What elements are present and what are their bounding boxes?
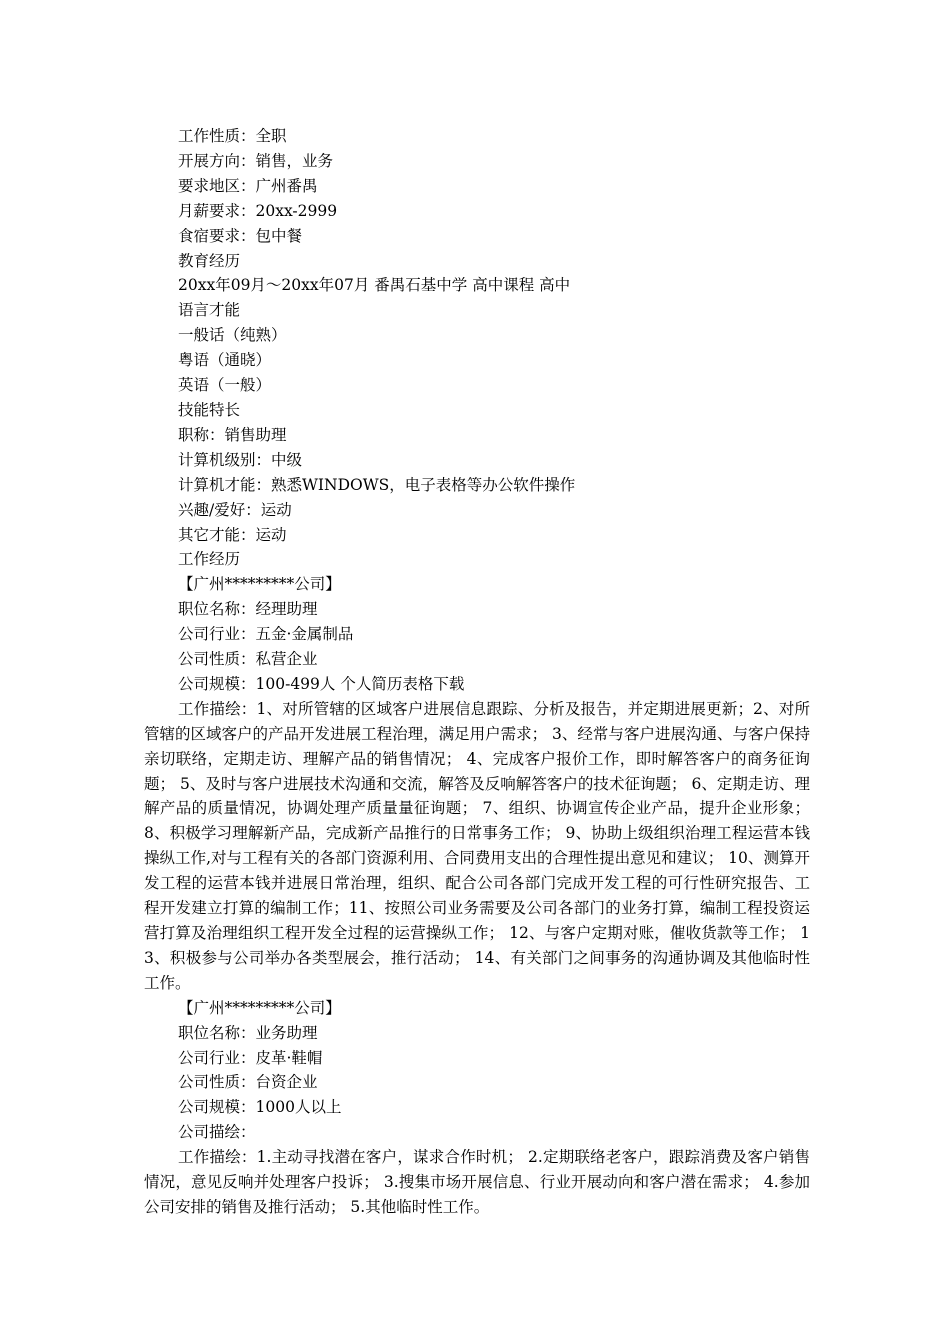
- job2-position: 职位名称：业务助理: [178, 1023, 318, 1042]
- job-nature: 工作性质：全职: [178, 127, 287, 145]
- job1-company: 【广州*********公司】: [178, 575, 341, 594]
- salary-requirement: 月薪要求：20xx-2999: [178, 201, 338, 220]
- job2-industry: 公司行业：皮革·鞋帽: [178, 1048, 323, 1067]
- skills-heading: 技能特长: [178, 400, 241, 419]
- language-cantonese: 粤语（通晓）: [178, 351, 272, 370]
- board-requirement: 食宿要求：包中餐: [178, 226, 303, 245]
- job2-company-description-label: 公司描绘：: [178, 1123, 256, 1142]
- computer-skills: 计算机才能：熟悉WINDOWS，电子表格等办公软件操作: [178, 475, 576, 494]
- job2-company: 【广州*********公司】: [178, 998, 341, 1017]
- language-mandarin: 一般话（纯熟）: [178, 326, 287, 345]
- job2-nature: 公司性质：台资企业: [178, 1073, 318, 1092]
- job2-scale: 公司规模：1000人以上: [178, 1098, 342, 1117]
- resume-page: [144, 124, 810, 1220]
- hobbies: 兴趣/爱好：运动: [178, 500, 292, 519]
- language-heading: 语言才能: [178, 301, 241, 320]
- job1-nature: 公司性质：私营企业: [178, 650, 318, 669]
- job-title: 职称：销售助理: [178, 425, 287, 444]
- job1-description: 工作描绘：1、对所管辖的区域客户进展信息跟踪、分析及报告，并定期进展更新；2、对所管辖的区域客户的产品开发进展工程治理，满足用户需求； 3、经常与客户进展沟通、与客户保持亲切联络，定期走访、理解产品的销售情况； 4、完成客户报价工作，即时解答客户的商务征询题； 5、及时与客户进展技术沟通和交流，解答及反响解答客户的技术征询题； 6、定期走访、理解产品的质量情况，协调处理产质量量征询题； 7、组织、协调宣传企业产品，提升企业形象； 8、积极学习理解新产品，完成新产品推行的日常事务工作； 9、协助上级组织治理工程运营本钱操纵工作,对与工程有关的各部门资源利用、合同费用支出的合理性提出意见和建议； 10、测算开发工程的运营本钱并进展日常治理，组织、配合公司各部门完成开发工程的可行性研究报告、工程开发建立打算的编制工作；11、按照公司业务需要及公司各部门的业务打算，编制工程投资运营打算及治理组织工程开发全过程的运营操纵工作； 12、与客户定期对账，催收货款等工作； 13、积极参与公司举办各类型展会，推行活动； 14、有关部门之间事务的沟通协调及其他临时性工作。: [144, 699, 810, 992]
- job2-description: 工作描绘：1.主动寻找潜在客户，谋求合作时机； 2.定期联络老客户，跟踪消费及客户销售情况，意见反响并处理客户投诉； 3.搜集市场开展信息、行业开展动向和客户潜在需求； 4.参加公司安排的销售及推行活动； 5.其他临时性工作。: [144, 1148, 810, 1216]
- development-direction: 开展方向：销售，业务: [178, 151, 334, 170]
- education-entry: 20xx年09月～20xx年07月 番禺石基中学 高中课程 高中: [178, 276, 571, 295]
- computer-level: 计算机级别：中级: [178, 450, 303, 469]
- language-english: 英语（一般）: [178, 376, 272, 395]
- job1-industry: 公司行业：五金·金属制品: [178, 625, 354, 644]
- required-region: 要求地区：广州番禺: [178, 176, 318, 195]
- education-heading: 教育经历: [178, 251, 241, 270]
- job1-scale: 公司规模：100-499人 个人简历表格下载: [178, 674, 465, 693]
- job1-position: 职位名称：经理助理: [178, 600, 318, 619]
- other-skills: 其它才能：运动: [178, 525, 287, 544]
- work-experience-heading: 工作经历: [178, 550, 241, 569]
